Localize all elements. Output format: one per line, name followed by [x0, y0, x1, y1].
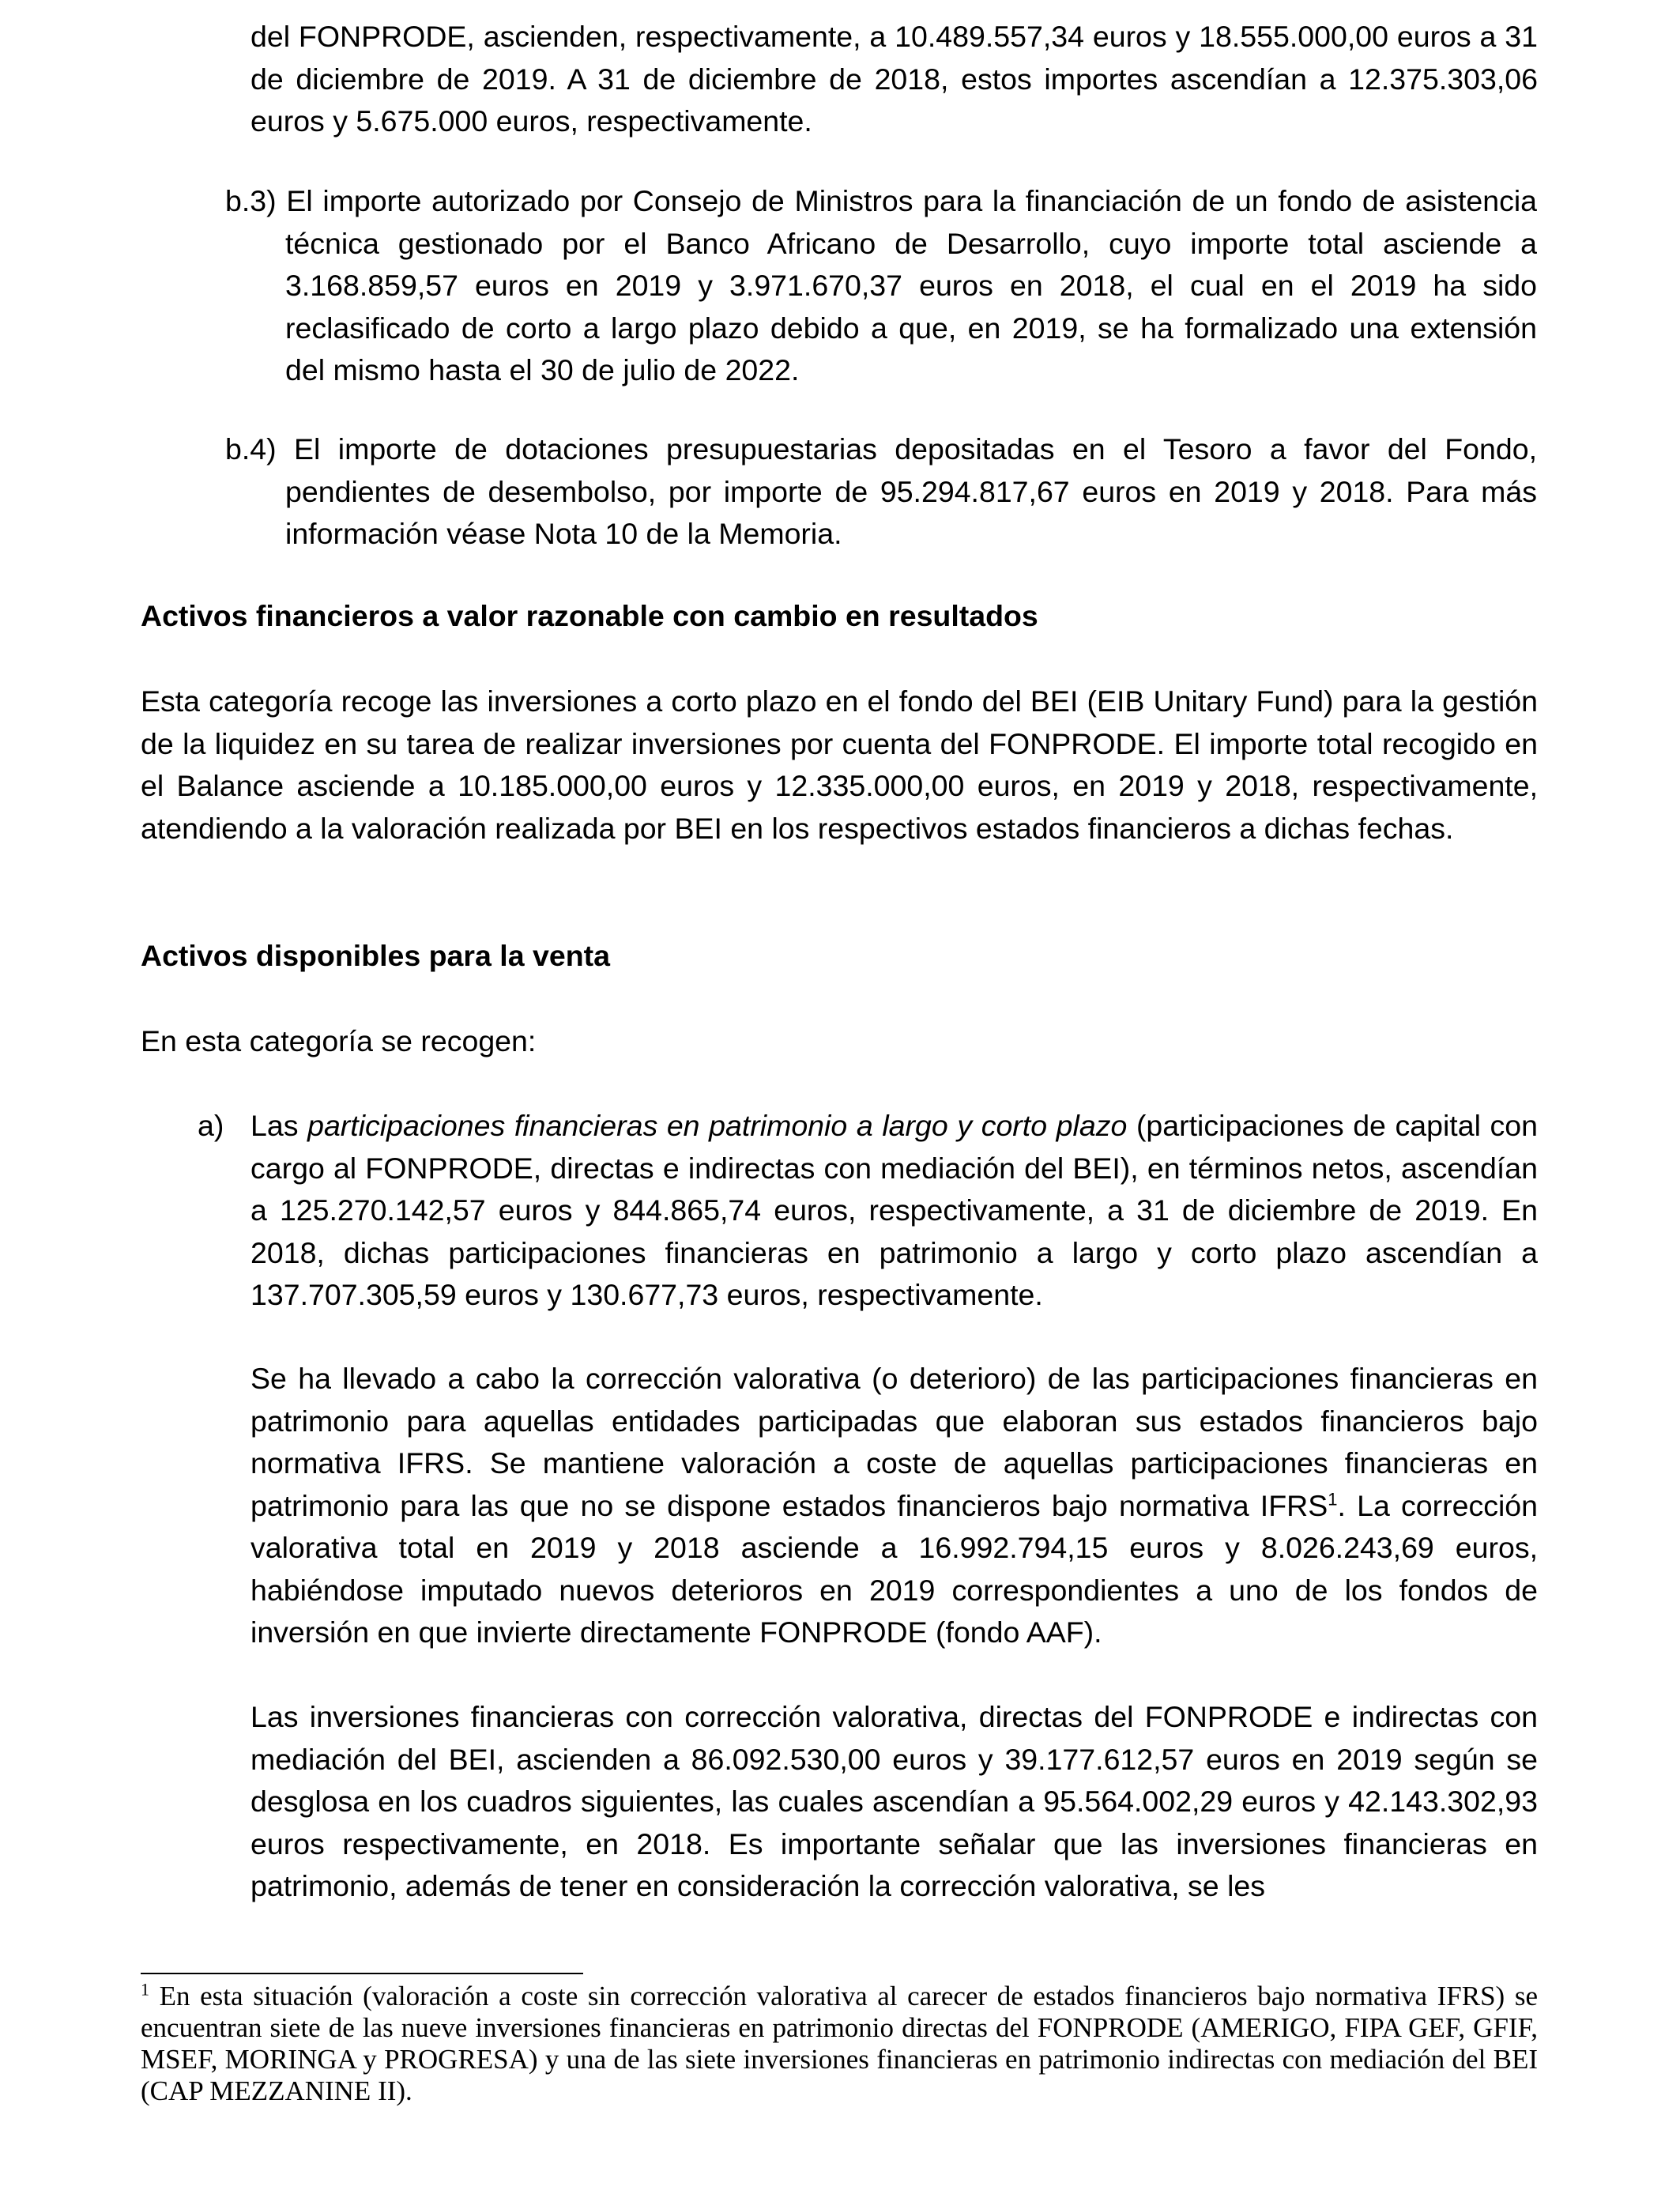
- continuation-paragraph: del FONPRODE, ascienden, respectivamente, a 10.489.557,34 euros y 18.555.000,00 euros a 31 de diciembre de 2019. A 31 de diciembre de 2018, estos importes ascendían a 12.375.303,06 euros y 5.675.000 euros, respectivamente.: [250, 20, 1538, 138]
- list-item-b3-text: El importe autorizado por Consejo de Ministros para la financiación de un fondo de asistencia técnica gestionado por el Banco Africano de Desarrollo, cuyo importe total asciende a 3.168.859,57 euros en 2019 y 3.971.670,37 euros en 2018, el cual en el 2019 ha sido reclasificado de corto a largo plazo debido a que, en 2019, se ha formalizado una extensión del mismo hasta el 30 de julio de 2022.: [285, 184, 1538, 386]
- footnote: [141, 1981, 1538, 2107]
- list-item-a-italic: participaciones financieras en patrimonio a largo y corto plazo: [307, 1109, 1128, 1142]
- correction-paragraph: [250, 1358, 1538, 1654]
- correction-paragraph-after: . La corrección valorativa total en 2019 y 2018 asciende a 16.992.794,15 euros y 8.026.243,69 euros, habiéndose imputado nuevos deterioros en 2019 correspondientes a uno de los fondos de inversión en que invierte directamente FONPRODE (fondo AAF).: [250, 1488, 1538, 1649]
- investments-paragraph: Las inversiones financieras con corrección valorativa, directas del FONPRODE e indirectas con mediación del BEI, ascienden a 86.092.530,00 euros y 39.177.612,57 euros en 2019 según se desglosa en los cuadros siguientes, las cuales ascendían a 95.564.002,29 euros y 42.143.302,93 euros respectivamente, en 2018. Es importante señalar que las inversiones financieras en patrimonio, además de tener en consideración la corrección valorativa, se les: [250, 1700, 1538, 1902]
- footnote-number: 1: [141, 1979, 149, 2000]
- footnote-reference[interactable]: 1: [1328, 1489, 1338, 1509]
- list-item-b3-label: b.3): [225, 184, 277, 217]
- footnote-divider: [141, 1973, 583, 1974]
- available-for-sale-intro: En esta categoría se recogen:: [141, 1024, 537, 1057]
- list-item-a-lead: Las: [250, 1109, 308, 1142]
- list-item-b4-text: El importe de dotaciones presupuestarias depositadas en el Tesoro a favor del Fondo, pendientes de desembolso, por importe de 95.294.817,67 euros en 2019 y 2018. Para más información véase Nota 10 de la Memoria.: [285, 432, 1537, 550]
- list-item-a-text: [250, 1105, 1538, 1317]
- section-heading-available-for-sale: Activos disponibles para la venta: [141, 939, 610, 972]
- section-heading-fair-value: Activos financieros a valor razonable con cambio en resultados: [141, 599, 1038, 632]
- list-item-b4: [225, 428, 1537, 556]
- list-item-b4-label: b.4): [225, 432, 277, 466]
- fair-value-paragraph: Esta categoría recoge las inversiones a corto plazo en el fondo del BEI (EIB Unitary Fund) para la gestión de la liquidez en su tarea de realizar inversiones por cuenta del FONPRODE. El importe total recogido en el Balance asciende a 10.185.000,00 euros y 12.335.000,00 euros, en 2019 y 2018, respectivamente, atendiendo a la valoración realizada por BEI en los respectivos estados financieros a dichas fechas.: [141, 684, 1538, 845]
- list-item-a-rest: (participaciones de capital con cargo al FONPRODE, directas e indirectas con mediación del BEI), en términos netos, ascendían a 125.270.142,57 euros y 844.865,74 euros, respectivamente, a 31 de diciembre de 2019. En 2018, dichas participaciones financieras en patrimonio a largo y corto plazo ascendían a 137.707.305,59 euros y 130.677,73 euros, respectivamente.: [250, 1109, 1538, 1311]
- list-item-b3: [225, 180, 1537, 392]
- correction-paragraph-before: Se ha llevado a cabo la corrección valorativa (o deterioro) de las participaciones financieras en patrimonio para aquellas entidades participadas que elaboran sus estados financieros bajo normativa IFRS. Se mantiene valoración a coste de aquellas participaciones financieras en patrimonio para las que no se dispone estados financieros bajo normativa IFRS: [250, 1362, 1538, 1522]
- list-item-a-marker: a): [198, 1109, 224, 1142]
- footnote-text: En esta situación (valoración a coste sin corrección valorativa al carecer de estados financieros bajo normativa IFRS) se encuentran siete de las nueve inversiones financieras en patrimonio directas del FONPRODE (AMERIGO, FIPA GEF, GFIF, MSEF, MORINGA y PROGRESA) y una de las siete inversiones financieras en patrimonio indirectas con mediación del BEI (CAP MEZZANINE II).: [141, 1981, 1538, 2106]
